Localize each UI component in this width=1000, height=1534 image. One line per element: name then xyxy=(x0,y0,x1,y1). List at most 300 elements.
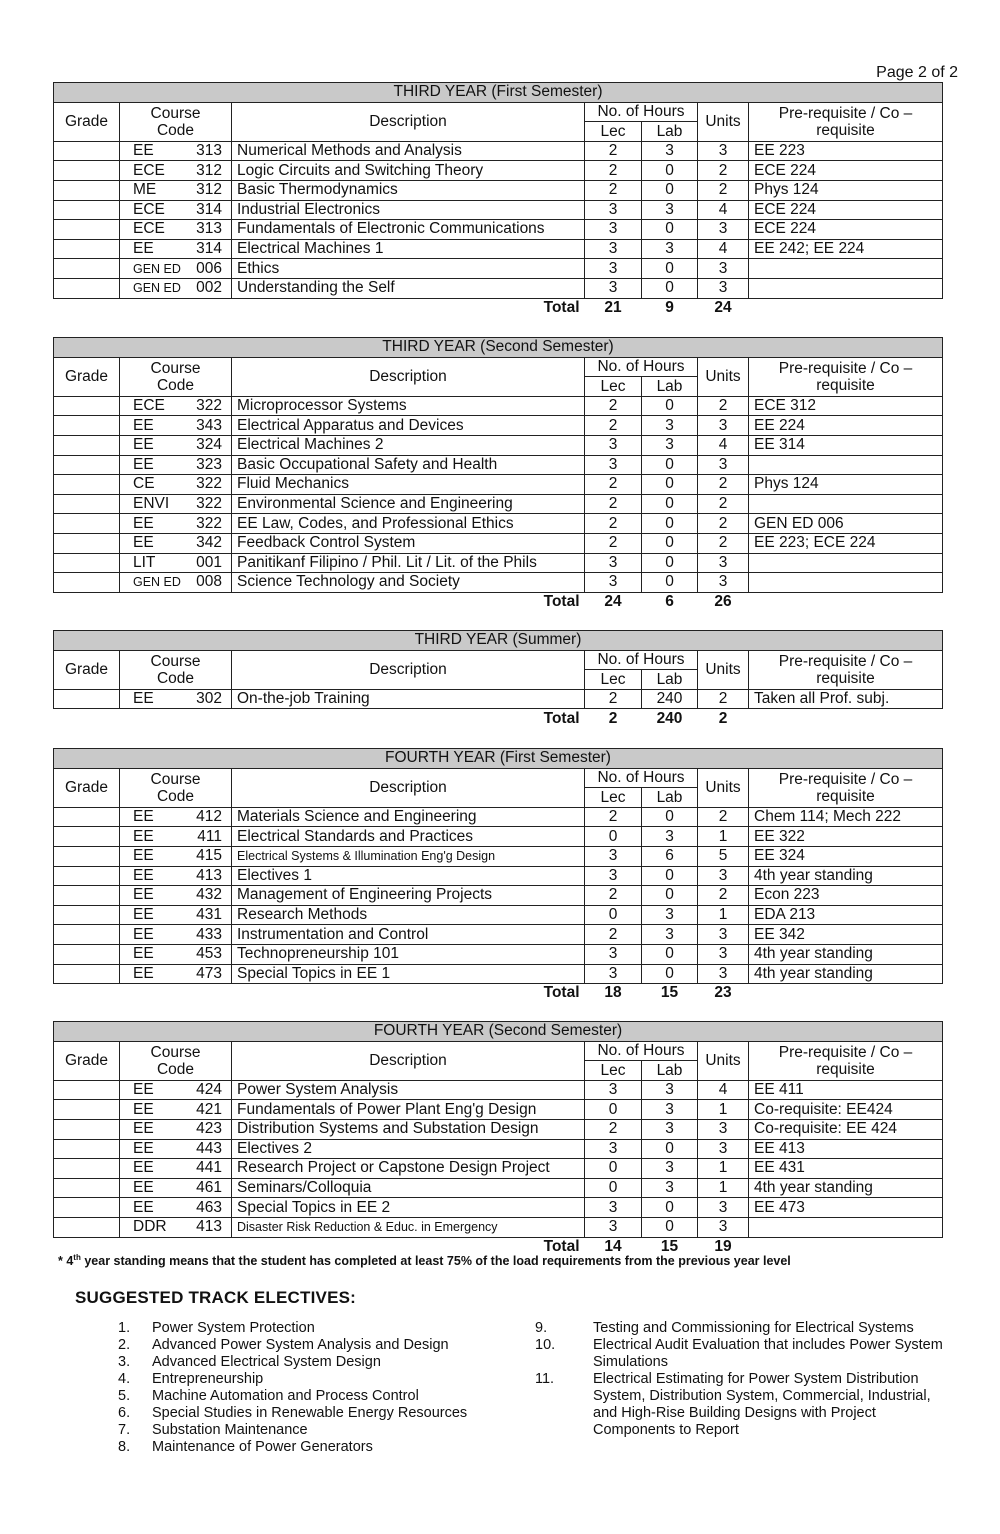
total-lec: 18 xyxy=(604,984,622,1002)
semester-title: FOURTH YEAR (Second Semester) xyxy=(54,1022,943,1042)
course-row xyxy=(54,925,943,945)
curriculum-table xyxy=(53,337,943,611)
lec-hours: 3 xyxy=(585,278,642,298)
units-cell: 3 xyxy=(698,925,749,945)
prerequisite-header-line1: Pre-requisite / Co – xyxy=(778,1043,913,1061)
lec-hours: 3 xyxy=(585,846,642,866)
lec-hours: 3 xyxy=(585,1139,642,1159)
lec-hours: 3 xyxy=(585,964,642,984)
course-dept: ENVI xyxy=(133,495,170,513)
grade-cell xyxy=(54,866,120,886)
lec-header: Lec xyxy=(585,1061,642,1081)
lab-hours: 0 xyxy=(642,964,698,984)
grade-cell xyxy=(54,396,120,416)
track-elective-item xyxy=(118,1320,518,1337)
lab-header: Lab xyxy=(642,788,698,808)
course-number: 443 xyxy=(196,1139,222,1157)
course-code-cell xyxy=(120,200,232,220)
lec-hours: 2 xyxy=(585,141,642,161)
course-row xyxy=(54,1119,943,1139)
prerequisite-cell: EE 411 xyxy=(749,1080,943,1100)
course-number: 453 xyxy=(196,945,222,963)
semester-title: THIRD YEAR (First Semester) xyxy=(54,83,943,103)
course-row xyxy=(54,807,943,827)
semester-table-third-year-second xyxy=(53,337,943,611)
course-code-header-line2: Code xyxy=(156,121,195,139)
course-row xyxy=(54,455,943,475)
course-row xyxy=(54,278,943,298)
track-elective-number: 4. xyxy=(118,1371,131,1387)
description-header: Description xyxy=(232,1041,585,1080)
course-description: Logic Circuits and Switching Theory xyxy=(232,161,585,181)
course-description: Special Topics in EE 1 xyxy=(232,964,585,984)
grade-cell xyxy=(54,475,120,495)
prerequisite-cell: EE 242; EE 224 xyxy=(749,239,943,259)
description-header: Description xyxy=(232,357,585,396)
semester-table-fourth-year-second xyxy=(53,1021,943,1256)
course-row xyxy=(54,1100,943,1120)
grade-cell xyxy=(54,1159,120,1179)
semester-title: FOURTH YEAR (First Semester) xyxy=(54,749,943,769)
track-elective-text: Advanced Power System Analysis and Design xyxy=(152,1337,449,1353)
course-number: 324 xyxy=(196,436,222,454)
course-row xyxy=(54,220,943,240)
course-dept: EE xyxy=(133,827,154,845)
total-label: Total xyxy=(543,298,580,316)
grade-header: Grade xyxy=(54,768,120,807)
course-number: 421 xyxy=(196,1100,222,1118)
units-cell: 3 xyxy=(698,416,749,436)
course-number: 441 xyxy=(196,1159,222,1177)
course-number: 002 xyxy=(196,279,222,297)
course-code-header-line2: Code xyxy=(156,669,195,687)
prerequisite-cell: Co-requisite: EE 424 xyxy=(749,1119,943,1139)
course-description: Research Methods xyxy=(232,905,585,925)
prerequisite-cell: EE 224 xyxy=(749,416,943,436)
track-electives-list-right xyxy=(535,1320,955,1439)
course-number: 006 xyxy=(196,259,222,277)
units-cell: 2 xyxy=(698,689,749,709)
lec-hours: 3 xyxy=(585,1217,642,1237)
course-description: Special Topics in EE 2 xyxy=(232,1198,585,1218)
course-row xyxy=(54,866,943,886)
lab-hours: 3 xyxy=(642,1119,698,1139)
lab-hours: 0 xyxy=(642,807,698,827)
course-number: 432 xyxy=(196,886,222,904)
grade-cell xyxy=(54,161,120,181)
course-number: 413 xyxy=(196,1218,222,1236)
prerequisite-header-line2: requisite xyxy=(816,121,875,139)
track-electives-title: SUGGESTED TRACK ELECTIVES: xyxy=(75,1288,357,1307)
course-number: 001 xyxy=(196,553,222,571)
prerequisite-header-line1: Pre-requisite / Co – xyxy=(778,770,913,788)
track-elective-text: Maintenance of Power Generators xyxy=(152,1439,373,1455)
lec-header: Lec xyxy=(585,377,642,397)
lab-hours: 0 xyxy=(642,455,698,475)
units-header: Units xyxy=(698,1041,749,1080)
lec-hours: 3 xyxy=(585,1198,642,1218)
course-number: 313 xyxy=(196,220,222,238)
course-dept: GEN ED xyxy=(133,261,181,276)
lab-header: Lab xyxy=(642,670,698,690)
prerequisite-header-line1: Pre-requisite / Co – xyxy=(778,652,913,670)
course-code-cell xyxy=(120,180,232,200)
lec-hours: 2 xyxy=(585,1119,642,1139)
course-dept: EE xyxy=(133,240,154,258)
prerequisite-cell xyxy=(749,573,943,593)
units-cell: 3 xyxy=(698,573,749,593)
course-number: 431 xyxy=(196,906,222,924)
curriculum-table xyxy=(53,82,943,317)
course-row xyxy=(54,1139,943,1159)
units-cell: 5 xyxy=(698,846,749,866)
track-elective-number: 7. xyxy=(118,1422,131,1438)
footnote-text: year standing means that the student has completed at least 75% of the load requirements from the previous year level xyxy=(80,1254,791,1269)
course-description: Science Technology and Society xyxy=(232,573,585,593)
course-code-cell xyxy=(120,435,232,455)
lec-hours: 3 xyxy=(585,553,642,573)
course-description: On-the-job Training xyxy=(232,689,585,709)
course-description: Ethics xyxy=(232,259,585,279)
lec-hours: 3 xyxy=(585,435,642,455)
course-number: 461 xyxy=(196,1179,222,1197)
prerequisite-cell: ECE 224 xyxy=(749,220,943,240)
lec-hours: 3 xyxy=(585,200,642,220)
units-cell: 3 xyxy=(698,944,749,964)
course-row xyxy=(54,1080,943,1100)
total-label: Total xyxy=(543,984,580,1002)
track-elective-text: Substation Maintenance xyxy=(152,1422,308,1438)
prerequisite-cell xyxy=(749,553,943,573)
course-description: Research Project or Capstone Design Project xyxy=(232,1159,585,1179)
course-description: Fundamentals of Electronic Communications xyxy=(232,220,585,240)
lab-hours: 3 xyxy=(642,1100,698,1120)
course-dept: EE xyxy=(133,690,154,708)
total-label: Total xyxy=(543,593,580,611)
course-code-header-line2: Code xyxy=(156,787,195,805)
lab-hours: 0 xyxy=(642,220,698,240)
course-row xyxy=(54,180,943,200)
course-number: 008 xyxy=(196,573,222,591)
prerequisite-cell: Phys 124 xyxy=(749,180,943,200)
lec-hours: 3 xyxy=(585,573,642,593)
lab-hours: 240 xyxy=(642,689,698,709)
lec-hours: 0 xyxy=(585,905,642,925)
lec-hours: 2 xyxy=(585,886,642,906)
track-elective-item xyxy=(118,1405,518,1422)
course-dept: EE xyxy=(133,808,154,826)
track-elective-item xyxy=(118,1439,518,1456)
units-cell: 3 xyxy=(698,259,749,279)
course-dept: GEN ED xyxy=(133,575,181,590)
track-elective-number: 11. xyxy=(535,1371,555,1387)
prerequisite-cell: 4th year standing xyxy=(749,866,943,886)
prerequisite-cell: 4th year standing xyxy=(749,964,943,984)
track-elective-text: Electrical Estimating for Power System Distribution System, Distribution System, Commercial, Industrial, and High-Rise Building Designs with Project Components to Report xyxy=(593,1371,931,1438)
units-cell: 3 xyxy=(698,1119,749,1139)
lab-hours: 0 xyxy=(642,1198,698,1218)
course-dept: EE xyxy=(133,886,154,904)
units-cell: 2 xyxy=(698,475,749,495)
track-elective-text: Electrical Audit Evaluation that includes Power System Simulations xyxy=(593,1337,943,1370)
grade-cell xyxy=(54,886,120,906)
units-cell: 2 xyxy=(698,180,749,200)
curriculum-table xyxy=(53,748,943,1003)
lab-hours: 3 xyxy=(642,435,698,455)
course-number: 463 xyxy=(196,1198,222,1216)
track-elective-number: 9. xyxy=(535,1320,548,1336)
prerequisite-header-line2: requisite xyxy=(816,669,875,687)
grade-cell xyxy=(54,259,120,279)
course-code-cell xyxy=(120,1080,232,1100)
lec-hours: 3 xyxy=(585,866,642,886)
course-number: 413 xyxy=(196,866,222,884)
units-cell: 4 xyxy=(698,239,749,259)
course-number: 424 xyxy=(196,1081,222,1099)
course-row xyxy=(54,435,943,455)
units-cell: 3 xyxy=(698,1139,749,1159)
course-number: 314 xyxy=(196,240,222,258)
course-number: 415 xyxy=(196,847,222,865)
prerequisite-cell xyxy=(749,455,943,475)
course-number: 314 xyxy=(196,200,222,218)
total-lec: 24 xyxy=(604,593,622,611)
lab-hours: 0 xyxy=(642,259,698,279)
grade-cell xyxy=(54,573,120,593)
lab-hours: 3 xyxy=(642,200,698,220)
course-number: 423 xyxy=(196,1120,222,1138)
course-number: 343 xyxy=(196,416,222,434)
lec-hours: 2 xyxy=(585,180,642,200)
total-units: 24 xyxy=(714,298,732,316)
lab-hours: 0 xyxy=(642,944,698,964)
units-header: Units xyxy=(698,357,749,396)
prerequisite-cell: Econ 223 xyxy=(749,886,943,906)
footnote xyxy=(58,1253,791,1268)
course-dept: EE xyxy=(133,1139,154,1157)
course-row xyxy=(54,573,943,593)
course-dept: EE xyxy=(133,534,154,552)
prerequisite-cell: Co-requisite: EE424 xyxy=(749,1100,943,1120)
lec-hours: 3 xyxy=(585,455,642,475)
curriculum-table xyxy=(53,1021,943,1256)
prerequisite-header xyxy=(749,357,943,396)
course-dept: ME xyxy=(133,181,157,199)
course-row xyxy=(54,494,943,514)
lab-header: Lab xyxy=(642,122,698,142)
course-number: 342 xyxy=(196,534,222,552)
course-description: Seminars/Colloquia xyxy=(232,1178,585,1198)
grade-cell xyxy=(54,1178,120,1198)
course-code-cell xyxy=(120,689,232,709)
course-code-cell xyxy=(120,944,232,964)
grade-cell xyxy=(54,533,120,553)
grade-cell xyxy=(54,239,120,259)
course-dept: ECE xyxy=(133,220,165,238)
course-number: 322 xyxy=(196,495,222,513)
course-code-cell xyxy=(120,141,232,161)
course-code-cell xyxy=(120,396,232,416)
course-description: Basic Occupational Safety and Health xyxy=(232,455,585,475)
course-description: Electives 2 xyxy=(232,1139,585,1159)
course-code-cell xyxy=(120,161,232,181)
prerequisite-cell: ECE 224 xyxy=(749,161,943,181)
course-number: 323 xyxy=(196,455,222,473)
grade-cell xyxy=(54,1119,120,1139)
prerequisite-header-line2: requisite xyxy=(816,1060,875,1078)
track-elective-text: Power System Protection xyxy=(152,1320,315,1336)
course-code-cell xyxy=(120,1159,232,1179)
course-dept: EE xyxy=(133,945,154,963)
course-dept: EE xyxy=(133,142,154,160)
course-description: Power System Analysis xyxy=(232,1080,585,1100)
course-description: Electrical Machines 2 xyxy=(232,435,585,455)
total-row xyxy=(54,298,943,317)
track-electives-list-left xyxy=(118,1320,518,1456)
course-row xyxy=(54,200,943,220)
grade-cell xyxy=(54,925,120,945)
course-code-header xyxy=(120,1041,232,1080)
prerequisite-cell: EE 223; ECE 224 xyxy=(749,533,943,553)
course-row xyxy=(54,827,943,847)
course-code-cell xyxy=(120,278,232,298)
course-code-cell xyxy=(120,494,232,514)
course-description: Technopreneurship 101 xyxy=(232,944,585,964)
grade-cell xyxy=(54,807,120,827)
course-code-cell xyxy=(120,1198,232,1218)
lab-hours: 0 xyxy=(642,494,698,514)
course-dept: LIT xyxy=(133,553,156,571)
course-row xyxy=(54,259,943,279)
lab-hours: 0 xyxy=(642,533,698,553)
semester-table-third-year-first xyxy=(53,82,943,317)
course-dept: EE xyxy=(133,455,154,473)
course-dept: EE xyxy=(133,436,154,454)
course-row xyxy=(54,239,943,259)
course-description: Numerical Methods and Analysis xyxy=(232,141,585,161)
page-number: Page 2 of 2 xyxy=(876,64,958,81)
course-code-cell xyxy=(120,533,232,553)
track-elective-text: Advanced Electrical System Design xyxy=(152,1354,381,1370)
prerequisite-cell xyxy=(749,494,943,514)
course-description: Management of Engineering Projects xyxy=(232,886,585,906)
course-code-header-line1: Course xyxy=(150,359,201,377)
curriculum-table xyxy=(53,630,943,728)
course-description: Instrumentation and Control xyxy=(232,925,585,945)
prerequisite-cell: ECE 312 xyxy=(749,396,943,416)
course-dept: EE xyxy=(133,1081,154,1099)
prerequisite-cell: EE 473 xyxy=(749,1198,943,1218)
prerequisite-cell xyxy=(749,259,943,279)
track-elective-number: 1. xyxy=(118,1320,131,1336)
grade-header: Grade xyxy=(54,102,120,141)
grade-cell xyxy=(54,278,120,298)
course-code-header-line2: Code xyxy=(156,1060,195,1078)
units-cell: 3 xyxy=(698,278,749,298)
course-dept: EE xyxy=(133,1120,154,1138)
lab-hours: 3 xyxy=(642,905,698,925)
lec-header: Lec xyxy=(585,122,642,142)
course-row xyxy=(54,396,943,416)
lec-header: Lec xyxy=(585,670,642,690)
prerequisite-cell: Phys 124 xyxy=(749,475,943,495)
total-row xyxy=(54,984,943,1003)
units-cell: 3 xyxy=(698,220,749,240)
course-description: Materials Science and Engineering xyxy=(232,807,585,827)
prerequisite-cell: 4th year standing xyxy=(749,944,943,964)
course-dept: EE xyxy=(133,1159,154,1177)
total-lab: 15 xyxy=(660,1237,679,1255)
course-number: 312 xyxy=(196,161,222,179)
prerequisite-header xyxy=(749,102,943,141)
course-code-cell xyxy=(120,1100,232,1120)
course-dept: EE xyxy=(133,514,154,532)
course-dept: DDR xyxy=(133,1218,167,1236)
lec-hours: 0 xyxy=(585,827,642,847)
lec-hours: 0 xyxy=(585,1159,642,1179)
course-dept: ECE xyxy=(133,397,165,415)
lab-hours: 3 xyxy=(642,1159,698,1179)
course-code-cell xyxy=(120,514,232,534)
track-elective-number: 8. xyxy=(118,1439,131,1455)
course-description: Feedback Control System xyxy=(232,533,585,553)
prerequisite-cell: 4th year standing xyxy=(749,1178,943,1198)
course-dept: EE xyxy=(133,866,154,884)
course-description: Electrical Standards and Practices xyxy=(232,827,585,847)
course-code-cell xyxy=(120,807,232,827)
course-number: 302 xyxy=(196,690,222,708)
description-header: Description xyxy=(232,650,585,689)
course-row xyxy=(54,475,943,495)
course-description: Environmental Science and Engineering xyxy=(232,494,585,514)
prerequisite-cell: Chem 114; Mech 222 xyxy=(749,807,943,827)
units-cell: 2 xyxy=(698,886,749,906)
hours-header: No. of Hours xyxy=(585,1041,698,1061)
course-row xyxy=(54,514,943,534)
course-code-cell xyxy=(120,239,232,259)
course-dept: ECE xyxy=(133,161,165,179)
course-dept: EE xyxy=(133,416,154,434)
units-cell: 4 xyxy=(698,435,749,455)
course-dept: EE xyxy=(133,925,154,943)
total-lec: 21 xyxy=(604,298,622,316)
course-row xyxy=(54,1178,943,1198)
course-row xyxy=(54,141,943,161)
grade-cell xyxy=(54,827,120,847)
total-lec: 2 xyxy=(608,709,618,727)
course-number: 322 xyxy=(196,475,222,493)
hours-header: No. of Hours xyxy=(585,357,698,377)
lec-hours: 2 xyxy=(585,161,642,181)
course-dept: EE xyxy=(133,847,154,865)
grade-cell xyxy=(54,416,120,436)
course-description: Fluid Mechanics xyxy=(232,475,585,495)
track-elective-text: Testing and Commissioning for Electrical Systems xyxy=(593,1320,914,1336)
lec-hours: 2 xyxy=(585,689,642,709)
grade-cell xyxy=(54,689,120,709)
course-row xyxy=(54,1159,943,1179)
track-elective-item xyxy=(118,1388,518,1405)
track-elective-number: 6. xyxy=(118,1405,131,1421)
lab-header: Lab xyxy=(642,1061,698,1081)
track-elective-item xyxy=(118,1371,518,1388)
lab-hours: 0 xyxy=(642,475,698,495)
units-cell: 1 xyxy=(698,827,749,847)
course-code-cell xyxy=(120,866,232,886)
course-code-cell xyxy=(120,1139,232,1159)
total-label: Total xyxy=(543,709,580,727)
grade-cell xyxy=(54,905,120,925)
